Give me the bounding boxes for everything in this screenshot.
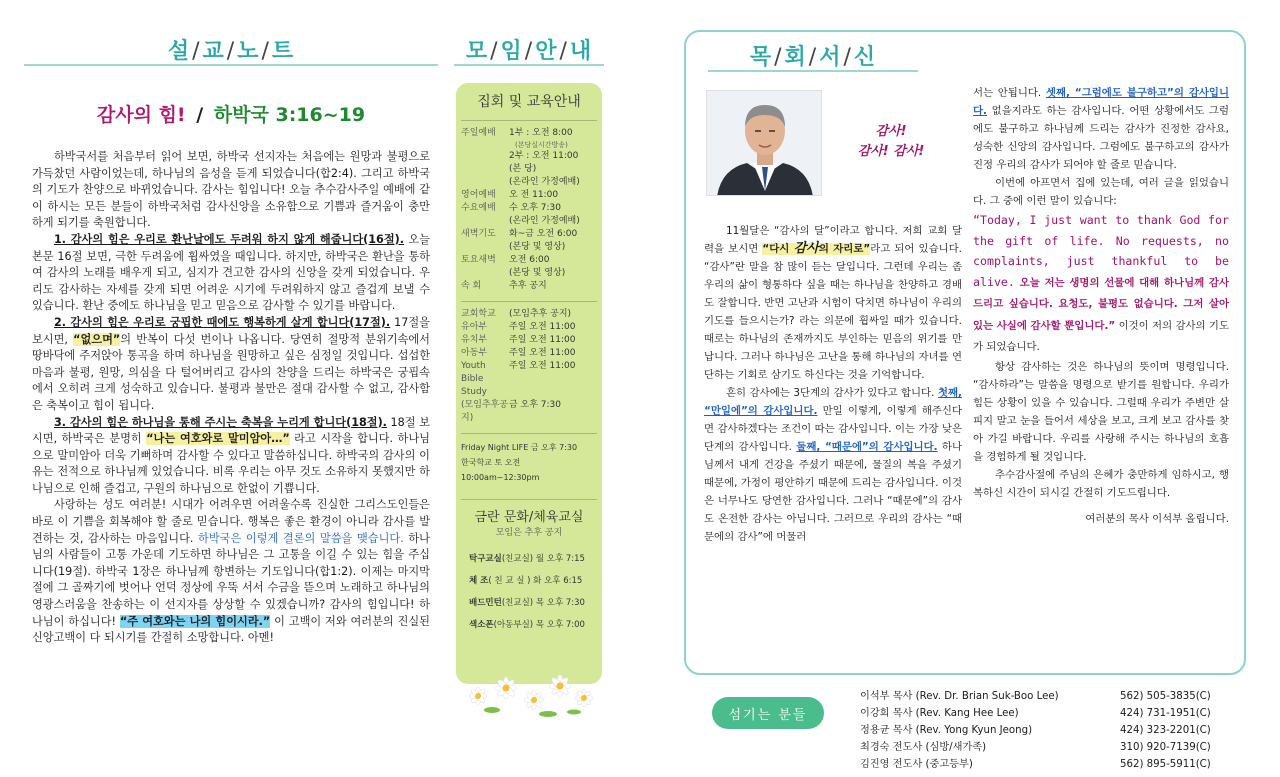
sermon-point-1: 1. 감사의 힘은 우리로 환난날에도 두려워 하지 않게 해줍니다(16절). 오늘 본문 16절 보면, 극한 두려움에 휩싸였을 때입니다. 하지만, 하박국은 환난을 통하여 감사의 노래를 배우게 되고, 심지가 견고한 감사의 신앙을 갖게 되었습니다. 우리도 감사하는 자세를 갖게 되면 어려운 시기에 두려워하지 않고 즐겁게 보낼 수 있습니다. 환난 중에도 하나님을 믿고 믿음으로 감사할 수 있기를 바랍니다. bbox=[32, 232, 431, 313]
schedule-time: (온라인 가정예배) bbox=[509, 177, 580, 187]
staff-member bbox=[860, 739, 1250, 756]
schedule-time: (본당 및 영상) bbox=[509, 242, 566, 252]
staff-name: 김진영 전도사 (중고등부) bbox=[860, 759, 973, 770]
pastor-letter bbox=[684, 30, 1246, 675]
pastor-photo bbox=[706, 90, 822, 196]
letter-paragraph: 서는 안됩니다. 셋째, “그럼에도 불구하고”의 감사입니다. 없을지라도 하는 감사입니다. 어떤 상황에서도 그럼에도 불구하고 하나님께 드리는 감사가 진정한 감사요, 성숙한 신앙의 감사입니다. 그럼에도 불구하고의 감사가 진정 우리의 감사가 되어야 할 줄로 믿습니다. bbox=[973, 87, 1229, 171]
korean-school: 한국학교 토 오전 10:00am~12:30pm bbox=[461, 458, 540, 482]
staff-name: 최경숙 전도사 (심방/새가족) bbox=[860, 742, 987, 753]
schedule-label: 영어예배 bbox=[461, 190, 496, 200]
staff-phone: 562) 505-3835(C) bbox=[1120, 691, 1211, 702]
class-item: 배드민턴(친교실) 목 오후 7:30 bbox=[469, 598, 585, 608]
schedule-label bbox=[461, 241, 509, 254]
schedule-label: 주일예배 bbox=[461, 128, 496, 138]
schedule-label: 토요새벽 bbox=[461, 255, 496, 265]
letter-signature: 여러분의 목사 이석부 올립니다. bbox=[1085, 512, 1229, 525]
schedule-label bbox=[461, 163, 509, 176]
friday-night-life: Friday Night LIFE 금 오후 7:30 bbox=[461, 443, 578, 452]
staff-member bbox=[860, 705, 1250, 722]
daisy-decoration-icon bbox=[456, 658, 602, 728]
sermon-note bbox=[24, 30, 438, 770]
schedule-label: 아동부 bbox=[461, 348, 488, 358]
sermon-intro: 하박국서를 처음부터 읽어 보면, 하박국 선지자는 처음에는 원망과 불평으로 가득찼던 사람이었는데, 하나님의 음성을 듣게 되었습니다(합2:4). 그리고 하박국의 기도가 찬양으로 바뀌었습니다. 감사는 힘입니다! 오늘 추수감사주일 예배에 같이 하시는 모든 분들이 하박국처럼 감사신앙을 소유함으로 기쁨과 즐거움이 충만하게 되기를 축원합니다. bbox=[32, 150, 430, 230]
schedule-time: (모임추후 공지) bbox=[509, 309, 572, 319]
schedule-row bbox=[461, 215, 597, 228]
school-schedule bbox=[461, 308, 597, 425]
schedule-label: 속 회 bbox=[461, 281, 482, 291]
schedule-row bbox=[461, 189, 597, 202]
highlight-phrase: “다시 감사의 자리로” bbox=[762, 241, 871, 256]
schedule-time: 수 오후 7:30 bbox=[509, 203, 562, 213]
schedule-row bbox=[461, 228, 597, 241]
schedule-time: 오전 6:00 bbox=[509, 255, 550, 265]
schedule-row bbox=[461, 308, 597, 321]
schedule-time: 화~금 오전 6:00 bbox=[509, 229, 578, 239]
divider bbox=[461, 433, 597, 434]
schedule-row bbox=[461, 399, 597, 425]
scripture-reference: 하박국 3:16~19 bbox=[213, 104, 366, 126]
staff-phone: 562) 895-5911(C) bbox=[1120, 759, 1211, 770]
letter-paragraph: 추수감사절에 주님의 은혜가 충만하게 임하시고, 행복하신 시간이 되시길 간절히 기도드립니다. bbox=[973, 468, 1229, 499]
schedule-row bbox=[461, 241, 597, 254]
schedule-row bbox=[461, 321, 597, 334]
schedule-row bbox=[461, 360, 597, 373]
class-item: 색소폰(아동부실) 목 오후 7:00 bbox=[469, 620, 585, 630]
staff-phone: 310) 920-7139(C) bbox=[1120, 742, 1211, 753]
schedule-heading: 집회 및 교육안내 bbox=[477, 94, 581, 110]
schedule-label: 유치부 bbox=[461, 335, 488, 345]
schedule-label bbox=[461, 267, 509, 280]
schedule-row bbox=[461, 202, 597, 215]
thanks-tagline: 감사! 감사! 감사! bbox=[857, 124, 925, 159]
sermon-conclusion: 사랑하는 성도 여러분! 시대가 어려우면 어려울수록 진실한 그리스도인들은 바로 이 기쁨을 회복해야 할 줄로 믿습니다. 행복은 좋은 환경이 아니라 감사를 발견하는 것, 감사하는 마음입니다. 하박국은 이렇게 결론의 말씀을 맺습니다. 하나님의 사람들이 고통 가운데 기도하면 하나님은 그 고통을 이길 수 있는 힘을 주십니다(19절). 하박국 1장은 하나님께 항변하는 기도입니다(합1:2). 이제는 마지막절에 그 골짜기에 벗어나 언덕 정상에 우뚝 서서 수금을 뜯으며 노래하고 하나님의 영광스러움을 찬송하는 이 선지자를 상상할 수 있겠습니까? 감사의 힘입니다! 하나님이 하십니다! “주 여호와는 나의 힘이시라.” 이 고백이 저와 여러분의 진실된 신앙고백이 다 되시기를 간절히 소망합니다. 아멘! bbox=[32, 498, 430, 645]
schedule-time: 주일 오전 11:00 bbox=[509, 335, 576, 345]
staff-member bbox=[860, 722, 1250, 739]
letter-paragraph: 흔히 감사에는 3단계의 감사가 있다고 합니다. 첫째, “만일에”의 감사입니다. 만일 이렇게, 이렇게 해주신다면 감사하겠다는 조건이 따는 감사입니다. 이는 가장 낮은 단계의 감사입니다. 둘째, “때문에”의 감사입니다. 하나님께서 내게 건강을 주셨기 때문에, 물질의 복을 주셨기 때문에, 가정이 평안하기 때문에 드리는 감사입니다. 이것은 너무나도 당연한 감사입니다. 그러나 “때문에”의 감사도 온전한 감사는 아닙니다. 그러므로 우리의 감사는 “때문에의 감사”에 머물러 bbox=[704, 387, 962, 543]
schedule-label: 교회학교 bbox=[461, 309, 496, 319]
meeting-section-title: 모/임/안/내 bbox=[465, 39, 593, 64]
staff-member bbox=[860, 756, 1250, 773]
staff-phone: 424) 323-2201(C) bbox=[1120, 725, 1211, 736]
staff-list bbox=[860, 688, 1250, 773]
culture-subheading: 모임은 추후 공지 bbox=[495, 528, 563, 538]
schedule-time: 오 전 11:00 bbox=[509, 190, 559, 200]
staff-name: 이석부 목사 (Rev. Dr. Brian Suk-Boo Lee) bbox=[860, 691, 1059, 702]
schedule-label bbox=[461, 176, 509, 189]
sermon-point-3: 3. 감사의 힘은 하나님을 통해 주시는 축복을 누리게 합니다(18절). 18절 보시면, 하박국은 분명히 “나는 여호와로 말미암아…” 라고 시작을 합니다. 하나님으로 말미암아 더욱 기뻐하며 감사할 수 있다고 말씀하십니다. 하박국의 감사의 이유는 전적으로 하나님께 있었습니다. 비록 우리는 아무 것도 소유하지 못했지만 하나님으로 인해 즐겁고, 구원의 하나님으로 한없이 기쁩니다. bbox=[32, 415, 430, 495]
schedule-time: (본 당) bbox=[509, 164, 537, 174]
class-item: 체 조( 친 교 실 ) 화 오후 6:15 bbox=[469, 576, 583, 586]
staff-name: 정용균 목사 (Rev. Yong Kyun Jeong) bbox=[860, 725, 1033, 736]
schedule-row bbox=[461, 347, 597, 360]
schedule-row bbox=[461, 373, 597, 399]
letter-column-2 bbox=[973, 84, 1229, 528]
class-item: 탁구교실(친교실) 월 오후 7:15 bbox=[469, 554, 585, 564]
schedule-row bbox=[461, 150, 597, 163]
schedule-label: 유아부 bbox=[461, 322, 488, 332]
schedule-row bbox=[461, 334, 597, 347]
culture-heading: 금란 문화/체육교실 bbox=[474, 510, 584, 525]
staff-phone: 424) 731-1951(C) bbox=[1120, 708, 1211, 719]
class-list bbox=[461, 548, 597, 636]
divider bbox=[461, 499, 597, 500]
schedule-label: Youth bbox=[461, 361, 486, 371]
staff-name: 이강희 목사 (Rev. Kang Hee Lee) bbox=[860, 708, 1019, 719]
sermon-point-2: 2. 감사의 힘은 우리로 궁핍한 때에도 행복하게 살게 합니다(17절). 17절을 보시면, “없으며”의 반복이 다섯 번이나 나옵니다. 당연히 절망적 분위기속에서 땅바닥에 주저앉아 통곡을 하며 하나님을 원망하고 싶은 심정일 것입니다. 섭섭한 마음과 불평, 원망, 의심을 다 털어버리고 감사의 찬양을 드리는 하박국은 궁핍속에서 오히려 크게 성숙하고 있습니다. 불평과 불만은 절대 감사할 수 없고, 감사함은 축복이고 힘이 됩니다. bbox=[32, 315, 430, 412]
divider bbox=[461, 120, 597, 121]
schedule-label bbox=[461, 215, 509, 228]
schedule-row bbox=[461, 163, 597, 176]
letter-paragraph: 항상 감사하는 것은 하나님의 뜻이며 명령입니다. “감사하라”는 말씀을 명령으로 받기를 원합니다. 우리가 힘든 상황이 있을 수 있습니다. 그럴때 우리가 주변만 살피지 말고 눈을 들어서 세상을 보고, 크게 보고 감사를 찾아 가길 바랍니다. 우리를 사랑해 주시는 하나님의 호흡을 경험하게 될 것입니다. bbox=[973, 360, 1229, 463]
schedule-time: 주일 오전 11:00 bbox=[509, 361, 576, 371]
schedule-time: (본당 및 영상) bbox=[509, 268, 566, 278]
pastor-portrait-icon bbox=[707, 91, 822, 196]
letter-section-title: 목/회/서/신 bbox=[749, 45, 877, 70]
schedule-row bbox=[461, 254, 597, 267]
letter-paragraph: 이번에 아프면서 집에 있는데, 여러 글을 읽었습니다. 그 중에 이런 말이 있습니다: bbox=[973, 177, 1229, 207]
schedule-note: (본당실시간방송) bbox=[515, 141, 568, 149]
schedule-row bbox=[461, 127, 597, 140]
divider bbox=[461, 301, 597, 302]
schedule-time: (온라인 가정예배) bbox=[509, 216, 580, 226]
divider bbox=[708, 70, 918, 72]
sermon-body bbox=[24, 149, 438, 647]
schedule-box bbox=[456, 83, 602, 684]
schedule-label: 새벽기도 bbox=[461, 229, 496, 239]
schedule-label: Bible Study bbox=[461, 374, 487, 397]
letter-paragraph: 11월달은 “감사의 달”이라고 합니다. 저희 교회 달력을 보시면 “다시 감사의 자리로”라고 되어 있습니다. “감사”란 말을 참 많이 듣는 달입니다. 그런데 우리는 좀 우리의 삶이 형통하다 싶을 때는 하나님을 찬양하고 경배도 잘합니다. 반면 고난과 시험이 닥치면 하나님이 우리의 기도를 들으시는가? 라는 의문에 휩싸일 때가 있습니다. 때로는 하나님의 존재까지도 부인하는 믿음의 위기를 만납니다. 그러나 하나님은 고난을 통해 하나님의 자녀를 연단하는 기회로 삼기도 하신다는 것을 기억합니다. bbox=[704, 225, 962, 381]
sermon-section-title: 설/교/노/트 bbox=[167, 39, 295, 64]
staff-button[interactable]: 섬기는 분들 bbox=[712, 697, 824, 729]
schedule-time: 주일 오전 11:00 bbox=[509, 348, 576, 358]
schedule-label bbox=[461, 150, 509, 163]
worship-schedule bbox=[461, 127, 597, 293]
schedule-time: 추후 공지 bbox=[509, 281, 547, 291]
schedule-row bbox=[461, 267, 597, 280]
schedule-row bbox=[461, 280, 597, 293]
schedule-time bbox=[509, 373, 597, 399]
letter-column-1 bbox=[704, 222, 962, 546]
schedule-time: 1부 : 오전 8:00 bbox=[509, 128, 573, 138]
schedule-label: 수요예배 bbox=[461, 203, 496, 213]
meeting-guide bbox=[456, 30, 602, 770]
schedule-row bbox=[461, 176, 597, 189]
gratitude-quote: “Today, I just want to thank God for the gift of life. No requests, no complaints, just thankful to be alive. 오늘 저는 생명의 선물에 대해 하나님께 감사드리고 싶습니다. 요청도, 불평도 없습니다. 그저 살아 있는 사실에 감사할 뿐입니다.” 이것이 저의 감사의 기도가 되었습니다. bbox=[973, 213, 1229, 353]
schedule-time: 주일 오전 11:00 bbox=[509, 322, 576, 332]
schedule-time: 금 오후 7:30 bbox=[509, 400, 562, 410]
schedule-label: (모임추후공지) bbox=[461, 400, 508, 423]
sermon-heading: 감사의 힘! / 하박국 3:16~19 bbox=[96, 104, 366, 126]
schedule-time: 2부 : 오전 11:00 bbox=[509, 151, 579, 161]
staff-member bbox=[860, 688, 1250, 705]
